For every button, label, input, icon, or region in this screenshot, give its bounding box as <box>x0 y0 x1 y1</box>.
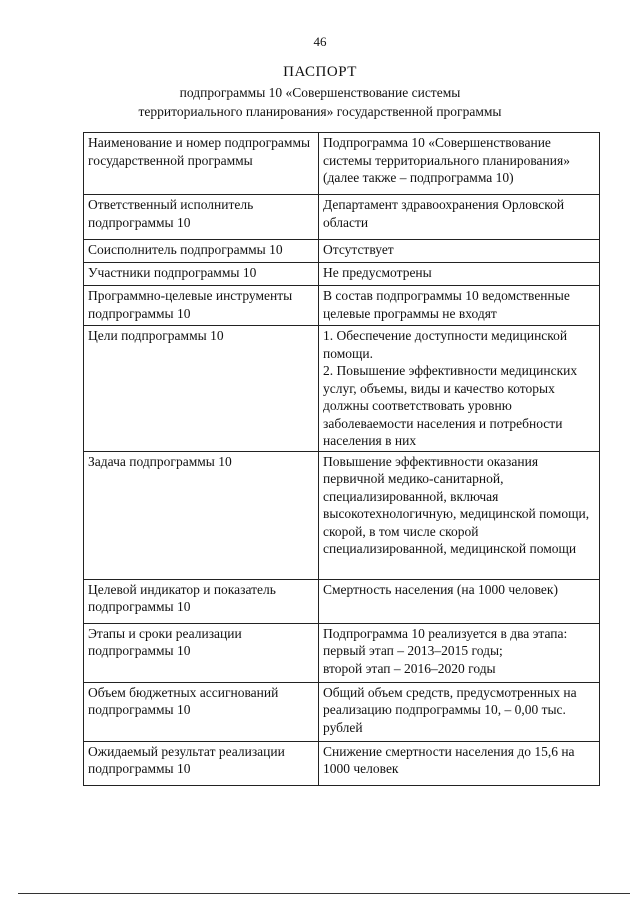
row-value-line: Отсутствует <box>323 242 394 257</box>
row-value-line: Смертность населения (на 1000 человек) <box>323 581 558 597</box>
row-label: Целевой индикатор и показатель подпрограммы 10 <box>84 579 319 623</box>
subtitle-line: подпрограммы 10 «Совершенствование системы <box>179 85 461 100</box>
row-value-line: Общий объем средств, предусмотренных на реализацию подпрограммы 10, – 0,00 тыс. рублей <box>323 684 577 735</box>
row-value <box>319 451 600 579</box>
passport-row <box>84 240 600 263</box>
row-label: Ответственный исполнитель подпрограммы 10 <box>84 195 319 240</box>
row-value-line: 1. Обеспечение доступности медицинской помощи. <box>323 328 568 361</box>
page-number: 46 <box>313 34 327 49</box>
passport-row <box>84 579 600 623</box>
row-value-line: 2. Повышение эффективности медицинских услуг, объемы, виды и качество которых должны соответствовать уровню заболеваемости населения и потребности населения в них <box>323 363 578 448</box>
row-label: Наименование и номер подпрограммы государственной программы <box>84 133 319 195</box>
row-value-line: первый этап – 2013–2015 годы; <box>323 643 503 658</box>
row-label: Программно-целевые инструменты подпрограммы 10 <box>84 286 319 326</box>
row-value <box>319 579 600 623</box>
row-value <box>319 263 600 286</box>
passport-row <box>84 741 600 785</box>
row-value <box>319 286 600 326</box>
passport-row <box>84 133 600 195</box>
passport-row <box>84 195 600 240</box>
row-label: Цели подпрограммы 10 <box>84 326 319 452</box>
row-value <box>319 133 600 195</box>
row-label: Ожидаемый результат реализации подпрограммы 10 <box>84 741 319 785</box>
passport-row <box>84 451 600 579</box>
row-value-line: Повышение эффективности оказания первичной медико-санитарной, специализированной, включая высокотехнологичную, медицинской помощи, скорой, в том числе скорой специализированной, медицинской помощи <box>323 453 590 556</box>
row-value <box>319 682 600 741</box>
document-title: ПАСПОРТ <box>283 64 357 80</box>
row-value-line: второй этап – 2016–2020 годы <box>323 660 496 676</box>
row-label: Этапы и сроки реализации подпрограммы 10 <box>84 623 319 682</box>
row-value-line: Подпрограмма 10 «Совершенствование системы территориального планирования» (далее также – подпрограмма 10) <box>323 135 570 185</box>
passport-row <box>84 263 600 286</box>
row-label: Участники подпрограммы 10 <box>84 263 319 286</box>
passport-row <box>84 623 600 682</box>
row-value <box>319 326 600 452</box>
passport-table-body <box>84 133 600 786</box>
row-label: Объем бюджетных ассигнований подпрограммы 10 <box>84 682 319 741</box>
passport-table <box>83 132 600 786</box>
passport-row <box>84 326 600 452</box>
row-value-line: Департамент здравоохранения Орловской области <box>323 197 565 230</box>
row-value-line: В состав подпрограммы 10 ведомственные целевые программы не входят <box>323 288 570 321</box>
row-label: Соисполнитель подпрограммы 10 <box>84 240 319 263</box>
bottom-divider <box>18 893 630 894</box>
document-subtitle <box>0 83 640 121</box>
row-label: Задача подпрограммы 10 <box>84 451 319 579</box>
row-value <box>319 741 600 785</box>
row-value-line: Не предусмотрены <box>323 265 432 280</box>
subtitle-line: территориального планирования» государственной программы <box>138 104 502 119</box>
row-value-line: Подпрограмма 10 реализуется в два этапа: <box>323 625 568 641</box>
row-value <box>319 195 600 240</box>
passport-row <box>84 682 600 741</box>
row-value <box>319 623 600 682</box>
row-value <box>319 240 600 263</box>
row-value-line: Снижение смертности населения до 15,6 на 1000 человек <box>323 743 575 776</box>
passport-row <box>84 286 600 326</box>
